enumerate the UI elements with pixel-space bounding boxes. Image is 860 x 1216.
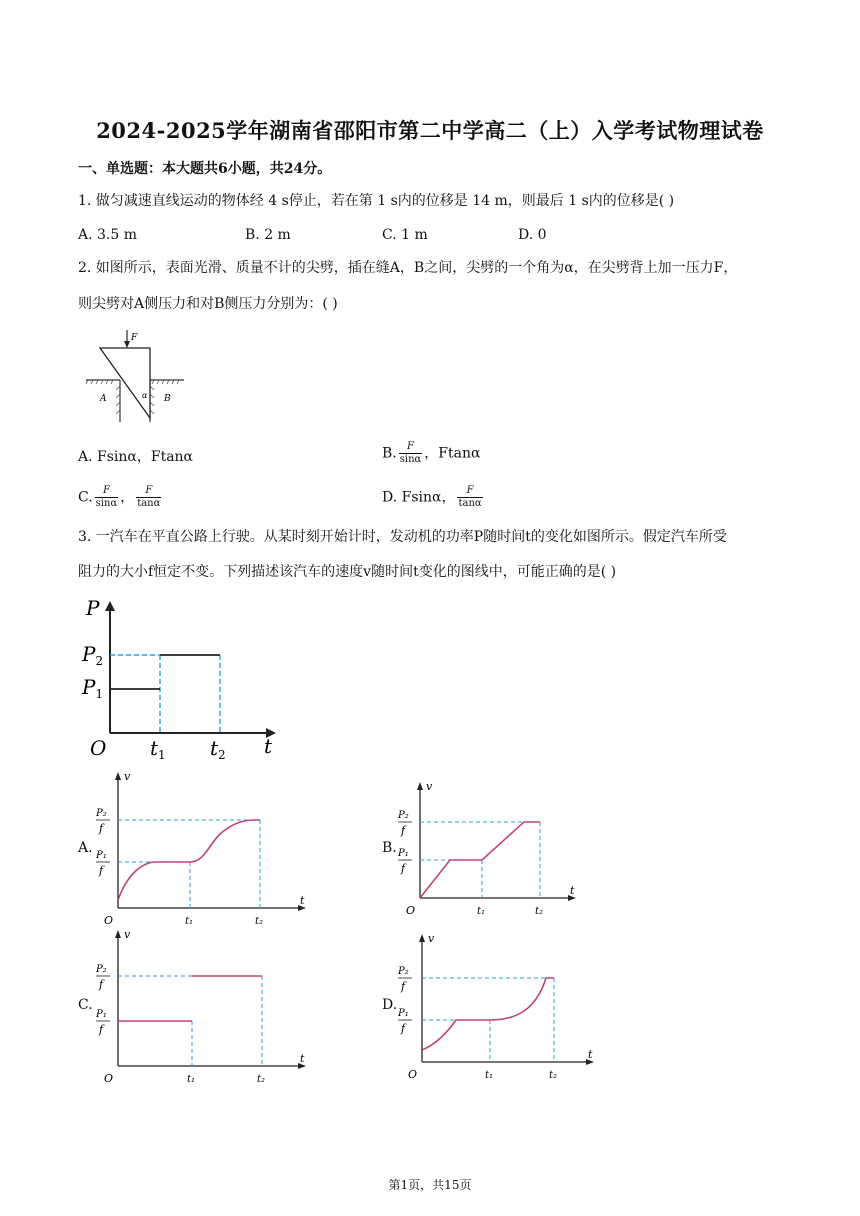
q2-option-d: D. Fsinα， $\frac{F}{\tan\alpha}$: [382, 485, 482, 509]
p2-over-f-label: [95, 808, 110, 835]
t-axis-label: t: [588, 1048, 593, 1061]
t-axis-label: t: [570, 884, 575, 897]
v-axis-label: v: [428, 932, 435, 945]
wedge-figure: [84, 328, 194, 424]
t2-label: t₂: [257, 1074, 266, 1085]
question-3-line-2: 阻力的大小f恒定不变。下列描述该汽车的速度v随时间t变化的图线中，可能正确的是( ): [78, 564, 617, 580]
side-a-label: A: [100, 394, 107, 404]
q3-option-d-label: D.: [382, 997, 398, 1013]
p1-over-f-label: [95, 850, 110, 877]
q1-option-a: A. 3.5 m: [78, 227, 138, 243]
origin-label: O: [408, 1068, 418, 1080]
t2-label: $t_2$: [210, 736, 226, 762]
t1-label: t₁: [187, 1074, 196, 1085]
svg-text:P₁: P₁: [96, 1009, 107, 1020]
velocity-curve: [422, 978, 554, 1050]
t1-label: t₁: [485, 1070, 494, 1080]
origin-label: O: [406, 904, 416, 917]
p1-over-f-label: [95, 1009, 110, 1036]
section-heading: 一、单选题：本大题共6小题，共24分。: [78, 161, 332, 177]
q2-option-b: B. $\frac{F}{\sin\alpha}$ ，Ftanα: [382, 441, 481, 465]
vt-graph-d: [396, 930, 606, 1080]
svg-text:f: f: [99, 978, 104, 991]
side-b-label: B: [164, 394, 171, 404]
t1-label: t₁: [185, 916, 194, 927]
svg-text:f: f: [401, 862, 406, 875]
y-axis-arrow: [419, 934, 425, 942]
p2-label: $P_2$: [82, 642, 104, 668]
question-1-text: 1. 做匀减速直线运动的物体经 4 s停止，若在第 1 s内的位移是 14 m，则最后 1 s内的位移是( ): [78, 193, 675, 209]
svg-text:P₂: P₂: [398, 810, 409, 821]
p1-over-f-label: [397, 848, 412, 875]
p-axis-label: P: [86, 596, 100, 620]
v-axis-label: v: [124, 770, 131, 783]
svg-text:f: f: [99, 1023, 104, 1036]
angle-label: α: [142, 391, 148, 400]
p2-over-f-label: [397, 966, 412, 993]
vt-graph-c: [94, 926, 314, 1086]
y-axis-arrow: [417, 782, 423, 790]
svg-text:f: f: [401, 1022, 406, 1035]
question-2-line-1: 2. 如图所示，表面光滑、质量不计的尖劈，插在缝A，B之间，尖劈的一个角为α，在尖劈背上加一压力F，: [78, 260, 738, 276]
q3-option-c-label: C.: [78, 997, 93, 1013]
q1-option-c: C. 1 m: [382, 227, 428, 243]
q1-option-b: B. 2 m: [245, 227, 291, 243]
q1-option-d: D. 0: [518, 227, 547, 243]
p2-over-f-label: [95, 964, 110, 991]
svg-text:P₂: P₂: [96, 808, 107, 819]
t2-label: t₂: [535, 906, 544, 917]
p1-label: $P_1$: [82, 675, 104, 701]
p1-over-f-label: [397, 1008, 412, 1035]
q2-option-c: C. $\frac{F}{\sin\alpha}$ ， $\frac{F}{\tan\alpha}$: [78, 485, 161, 509]
power-time-graph: [78, 595, 288, 765]
v-axis-label: v: [426, 780, 433, 793]
t1-label: t₁: [477, 906, 486, 917]
question-3-line-1: 3. 一汽车在平直公路上行驶。从某时刻开始计时，发动机的功率P随时间t的变化如图所示。假定汽车所受: [78, 529, 727, 545]
y-axis-arrow: [115, 930, 121, 938]
p2-over-f-label: [397, 810, 412, 837]
t1-label: $t_1$: [150, 736, 166, 762]
question-2-line-2: 则尖劈对A侧压力和对B侧压力分别为：( ): [78, 296, 338, 312]
q3-option-b-label: B.: [382, 840, 397, 856]
origin-label: O: [104, 914, 114, 927]
velocity-curve: [118, 820, 260, 900]
origin-label: O: [90, 736, 107, 760]
q2-option-a: A. Fsinα，Ftanα: [78, 449, 194, 465]
vt-graph-a: [94, 768, 314, 928]
t2-label: t₂: [549, 1070, 558, 1080]
svg-text:P₂: P₂: [96, 964, 107, 975]
t-axis-label: t: [300, 1052, 305, 1065]
y-axis-arrow: [115, 772, 121, 780]
svg-text:P₁: P₁: [398, 848, 409, 859]
svg-text:P₁: P₁: [96, 850, 107, 861]
svg-text:P₂: P₂: [398, 966, 409, 977]
svg-text:f: f: [401, 824, 406, 837]
page-title: 2024-2025学年湖南省邵阳市第二中学高二（上）入学考试物理试卷: [96, 118, 764, 143]
t-axis-label: t: [264, 734, 273, 758]
v-axis-label: v: [124, 928, 131, 941]
t-axis-label: t: [300, 894, 305, 907]
svg-text:f: f: [99, 864, 104, 877]
svg-text:f: f: [99, 822, 104, 835]
svg-text:P₁: P₁: [398, 1008, 409, 1019]
svg-text:f: f: [401, 980, 406, 993]
q3-option-a-label: A.: [78, 840, 93, 856]
t2-label: t₂: [255, 916, 264, 927]
page-footer: 第1页，共15页: [388, 1178, 472, 1192]
force-label: F: [131, 333, 138, 343]
vt-graph-b: [396, 778, 586, 923]
velocity-curve: [118, 976, 262, 1021]
origin-label: O: [104, 1072, 114, 1085]
